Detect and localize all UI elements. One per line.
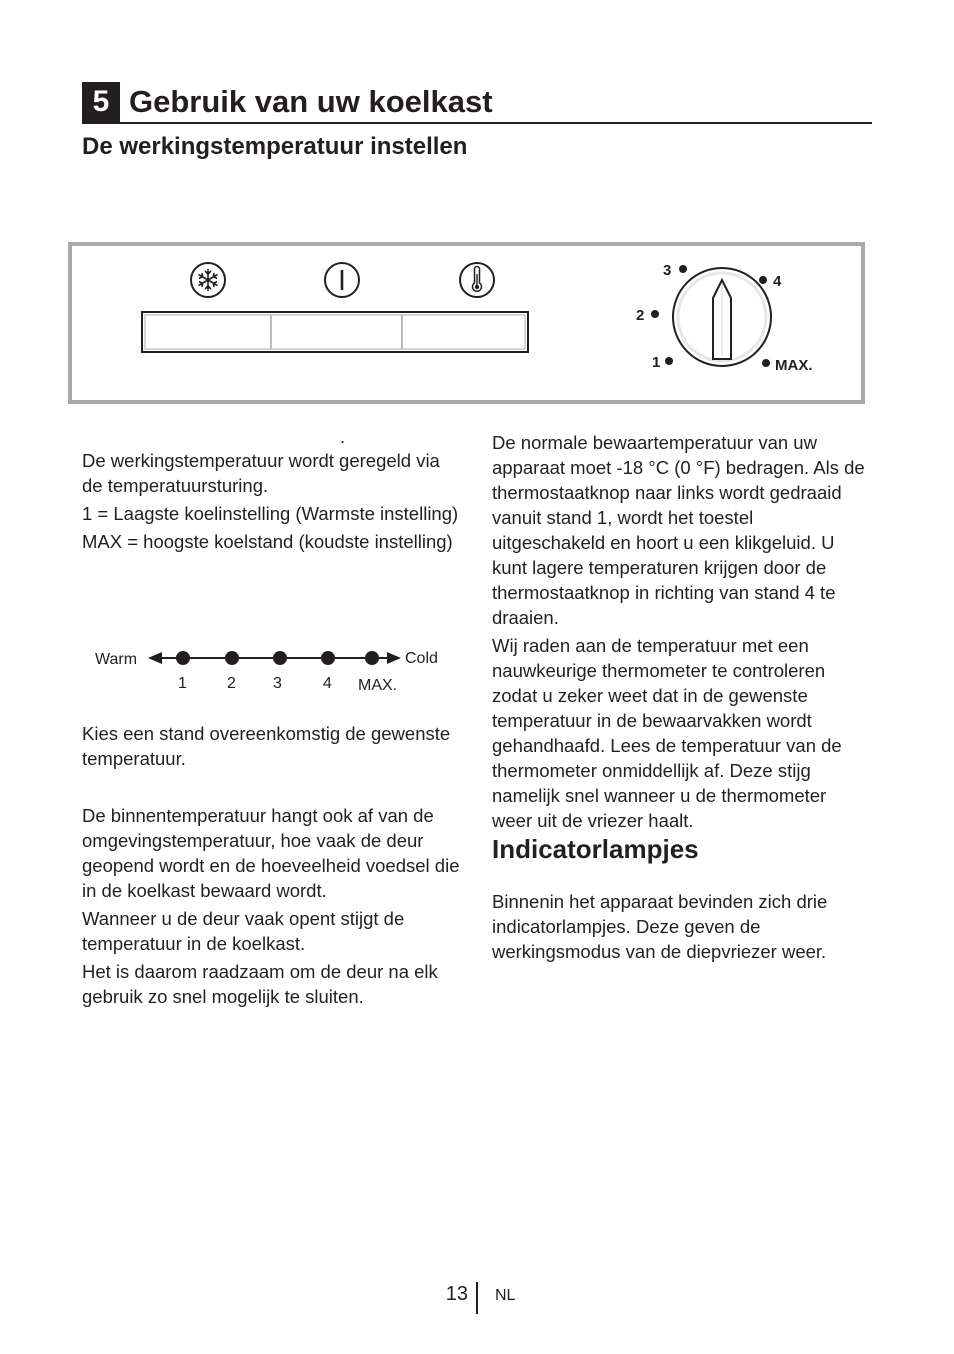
scale-tick-2: 2 <box>227 675 236 692</box>
paragraph: Het is daarom raadzaam om de deur na elk gebruik zo snel mogelijk te sluiten. <box>82 961 438 1007</box>
control-panel-illustration <box>68 242 865 404</box>
left-column-bottom <box>82 803 467 1012</box>
arrow-right-icon <box>387 652 401 664</box>
thermostat-dial <box>673 268 771 366</box>
section-title: De werkingstemperatuur instellen <box>82 133 468 160</box>
dial-label-max: MAX. <box>775 357 813 374</box>
snowflake-icon <box>191 263 225 297</box>
indicator-section-text <box>492 889 862 967</box>
paragraph: 1 = Laagste koelinstelling (Warmste instelling) <box>82 503 459 524</box>
dial-label-1: 1 <box>652 354 661 371</box>
power-icon <box>325 263 359 297</box>
stray-dot: . <box>340 426 346 447</box>
scale-label-warm: Warm <box>95 651 138 668</box>
paragraph: De normale bewaartemperatuur van uw apparaat moet -18 °C (0 °F) bedragen. Als de thermostaatknop naar links wordt gedraaid vanuit stand 1, wordt het toestel uitgeschakeld en hoort u een klikgeluid. U kunt lagere temperaturen krijgen door de thermostaatknop in richting van stand 4 te draaien. <box>492 432 865 628</box>
scale-tick-1: 1 <box>178 675 187 692</box>
paragraph: De binnentemperatuur hangt ook af van de omgevingstemperatuur, hoe vaak de deur geopend wordt en de hoeveelheid voedsel die in de koelkast bewaard wordt. <box>82 805 460 901</box>
chapter-heading <box>82 82 872 124</box>
thermometer-icon <box>460 263 494 297</box>
paragraph: Wanneer u de deur vaak opent stijgt de temperatuur in de koelkast. <box>82 908 405 954</box>
chapter-number: 5 <box>82 82 120 122</box>
dial-label-3: 3 <box>663 262 672 279</box>
page-number: 13 <box>445 1283 468 1305</box>
arrow-left-icon <box>148 652 162 664</box>
indicator-section-title: Indicatorlampjes <box>492 834 699 864</box>
chapter-title: Gebruik van uw koelkast <box>129 84 493 119</box>
left-column-top <box>82 448 462 557</box>
language-code: NL <box>495 1287 516 1304</box>
scale-tick-max: MAX. <box>358 677 398 694</box>
scale-label-cold: Cold <box>405 650 438 667</box>
indicator-light-bar <box>142 312 528 352</box>
paragraph: Kies een stand overeenkomstig de gewenste temperatuur. <box>82 723 451 769</box>
scale-tick-4: 4 <box>323 675 332 692</box>
paragraph: MAX = hoogste koelstand (koudste instelling) <box>82 531 453 552</box>
paragraph: De werkingstemperatuur wordt geregeld via de temperatuursturing. <box>82 450 440 496</box>
footer-divider <box>476 1282 478 1314</box>
right-column-top <box>492 430 868 836</box>
paragraph: Binnenin het apparaat bevinden zich drie indicatorlampjes. Deze geven de werkingsmodus van de diepvriezer weer. <box>492 891 828 962</box>
scale-tick-3: 3 <box>273 675 282 692</box>
dial-label-2: 2 <box>636 307 645 324</box>
temperature-scale <box>82 640 462 700</box>
paragraph: Wij raden aan de temperatuur met een nauwkeurige thermometer te controleren zodat u zeker weet dat in de gewenste temperatuur in de bewaarvakken wordt gehandhaafd. Lees de temperatuur van de thermometer onmiddellijk af. Deze stijg namelijk snel wanneer u de thermometer weer uit de vriezer haalt. <box>492 635 842 831</box>
dial-label-4: 4 <box>773 273 782 290</box>
left-column-middle <box>82 721 462 774</box>
